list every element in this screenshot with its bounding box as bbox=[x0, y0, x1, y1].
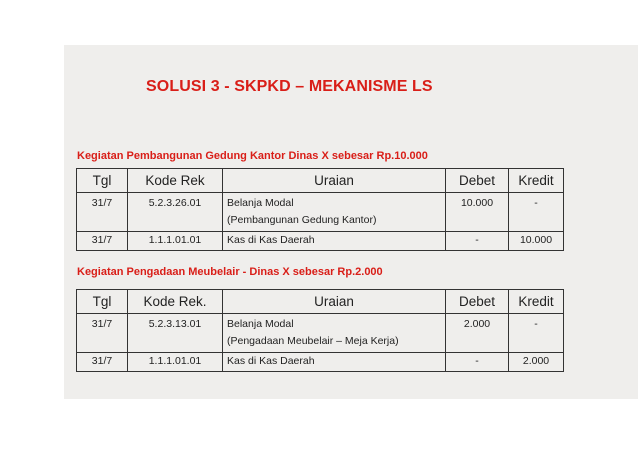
cell-uraian: Belanja Modal (Pengadaan Meubelair – Meja Kerja) bbox=[223, 314, 446, 353]
cell-uraian: Kas di Kas Daerah bbox=[223, 353, 446, 372]
column-header-uraian: Uraian bbox=[223, 169, 446, 193]
table-row bbox=[77, 232, 564, 251]
cell-tgl: 31/7 bbox=[77, 232, 128, 251]
column-header-kredit: Kredit bbox=[509, 290, 564, 314]
cell-kredit: 10.000 bbox=[509, 232, 564, 251]
table-row bbox=[77, 193, 564, 232]
cell-uraian: Kas di Kas Daerah bbox=[223, 232, 446, 251]
cell-debet: - bbox=[446, 232, 509, 251]
table-header-row bbox=[77, 169, 564, 193]
cell-kode-rek: 5.2.3.13.01 bbox=[128, 314, 223, 353]
column-header-kode-rek: Kode Rek. bbox=[128, 290, 223, 314]
cell-debet: - bbox=[446, 353, 509, 372]
cell-tgl: 31/7 bbox=[77, 353, 128, 372]
section-heading-pembangunan: Kegiatan Pembangunan Gedung Kantor Dinas X sebesar Rp.10.000 bbox=[77, 150, 428, 162]
cell-tgl: 31/7 bbox=[77, 193, 128, 232]
cell-debet: 10.000 bbox=[446, 193, 509, 232]
journal-table-pengadaan bbox=[76, 289, 564, 372]
cell-kredit: 2.000 bbox=[509, 353, 564, 372]
cell-kode-rek: 1.1.1.01.01 bbox=[128, 232, 223, 251]
column-header-tgl: Tgl bbox=[77, 169, 128, 193]
cell-kode-rek: 1.1.1.01.01 bbox=[128, 353, 223, 372]
cell-kredit: - bbox=[509, 193, 564, 232]
column-header-tgl: Tgl bbox=[77, 290, 128, 314]
cell-tgl: 31/7 bbox=[77, 314, 128, 353]
table-row bbox=[77, 353, 564, 372]
cell-uraian: Belanja Modal (Pembangunan Gedung Kantor) bbox=[223, 193, 446, 232]
column-header-debet: Debet bbox=[446, 290, 509, 314]
cell-debet: 2.000 bbox=[446, 314, 509, 353]
column-header-kode-rek: Kode Rek bbox=[128, 169, 223, 193]
slide-title: SOLUSI 3 - SKPKD – MEKANISME LS bbox=[146, 78, 433, 95]
column-header-uraian: Uraian bbox=[223, 290, 446, 314]
section-heading-pengadaan: Kegiatan Pengadaan Meubelair - Dinas X sebesar Rp.2.000 bbox=[77, 266, 383, 278]
column-header-debet: Debet bbox=[446, 169, 509, 193]
table-row bbox=[77, 314, 564, 353]
journal-table-pembangunan bbox=[76, 168, 564, 251]
cell-kode-rek: 5.2.3.26.01 bbox=[128, 193, 223, 232]
table-header-row bbox=[77, 290, 564, 314]
cell-kredit: - bbox=[509, 314, 564, 353]
column-header-kredit: Kredit bbox=[509, 169, 564, 193]
